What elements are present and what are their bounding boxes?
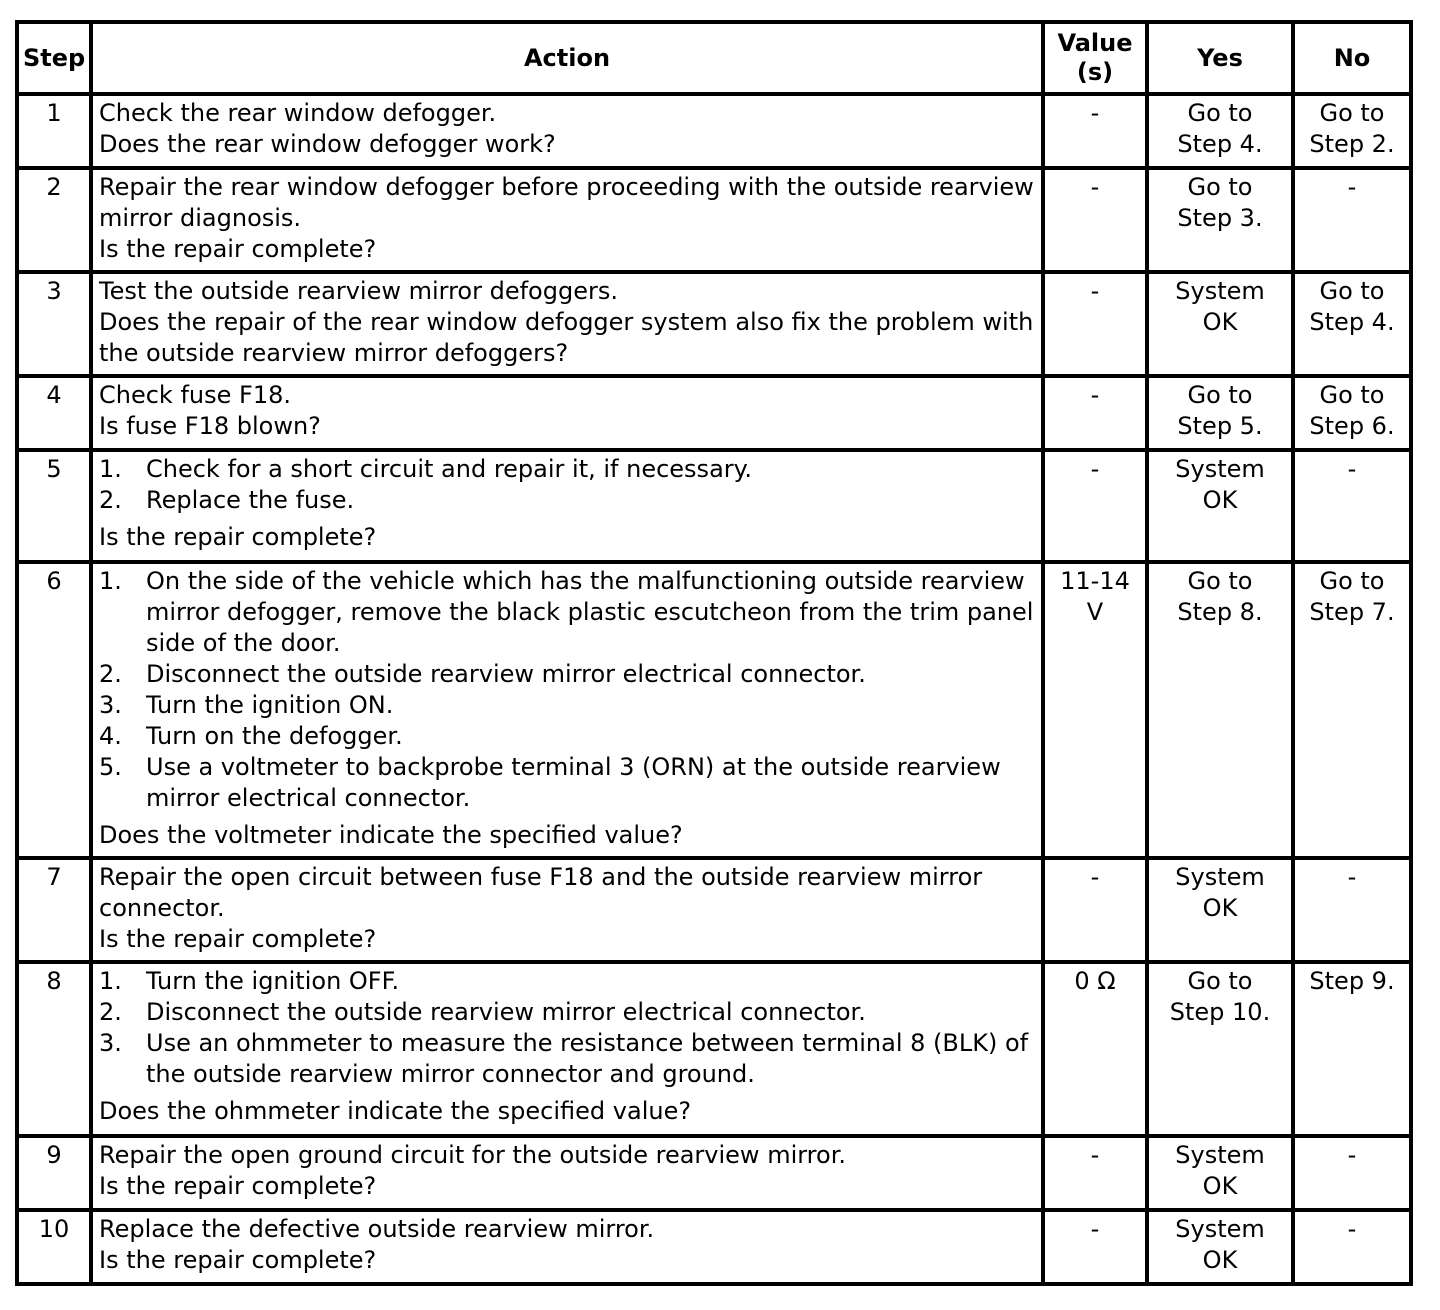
action-cell	[91, 1210, 1043, 1284]
header-action: Action	[91, 22, 1043, 94]
list-item-number: 3.	[99, 691, 122, 719]
action-cell	[91, 962, 1043, 1136]
list-item-number: 1.	[99, 455, 122, 483]
action-steps-list	[99, 966, 1035, 1090]
header-yes: Yes	[1147, 22, 1293, 94]
list-item-text: Turn the ignition OFF.	[146, 967, 400, 995]
list-item-number: 3.	[99, 1029, 122, 1057]
list-item-text: Check for a short circuit and repair it, if necessary.	[146, 455, 753, 483]
table-row	[17, 858, 1411, 962]
value-cell: 11-14 V	[1043, 562, 1147, 858]
list-item-text: Turn the ignition ON.	[146, 691, 394, 719]
value-cell: -	[1043, 450, 1147, 562]
action-line: Repair the rear window defogger before proceeding with the outside rearview mirror diagnosis.	[99, 173, 1034, 232]
yes-cell: Go to Step 4.	[1147, 94, 1293, 168]
value-cell: -	[1043, 94, 1147, 168]
action-cell	[91, 168, 1043, 272]
action-line: Repair the open ground circuit for the outside rearview mirror.	[99, 1141, 846, 1169]
action-line: Check fuse F18.	[99, 381, 291, 409]
yes-cell: Go to Step 5.	[1147, 376, 1293, 450]
action-line: Is the repair complete?	[99, 925, 377, 953]
list-item-number: 2.	[99, 486, 122, 514]
action-question: Is the repair complete?	[99, 523, 377, 551]
list-item-text: Turn on the defogger.	[146, 722, 403, 750]
action-line: Is fuse F18 blown?	[99, 412, 321, 440]
no-cell: Go to Step 4.	[1293, 272, 1411, 376]
table-row	[17, 562, 1411, 858]
step-number: 2	[17, 168, 91, 272]
table-row	[17, 94, 1411, 168]
list-item	[99, 1028, 1035, 1090]
action-steps-list	[99, 566, 1035, 814]
action-line: Does the repair of the rear window defogger system also fix the problem with the outside rearview mirror defoggers?	[99, 308, 1034, 367]
no-cell: -	[1293, 168, 1411, 272]
list-item-number: 1.	[99, 567, 122, 595]
action-question: Does the ohmmeter indicate the specified value?	[99, 1097, 692, 1125]
action-line: Repair the open circuit between fuse F18 and the outside rearview mirror connector.	[99, 863, 983, 922]
no-cell: Go to Step 6.	[1293, 376, 1411, 450]
action-question: Does the voltmeter indicate the specified value?	[99, 821, 683, 849]
step-number: 3	[17, 272, 91, 376]
yes-cell: Go to Step 3.	[1147, 168, 1293, 272]
table-row	[17, 1136, 1411, 1210]
action-cell	[91, 376, 1043, 450]
action-cell	[91, 1136, 1043, 1210]
action-cell	[91, 858, 1043, 962]
no-cell: Go to Step 2.	[1293, 94, 1411, 168]
list-item-number: 2.	[99, 660, 122, 688]
list-item-number: 4.	[99, 722, 122, 750]
table-row	[17, 1210, 1411, 1284]
table-row	[17, 450, 1411, 562]
action-cell	[91, 94, 1043, 168]
yes-cell: System OK	[1147, 1136, 1293, 1210]
list-item	[99, 454, 1035, 485]
action-line: Test the outside rearview mirror defoggers.	[99, 277, 618, 305]
action-cell	[91, 272, 1043, 376]
table-row	[17, 376, 1411, 450]
action-line: Replace the defective outside rearview mirror.	[99, 1215, 655, 1243]
table-body	[17, 94, 1411, 1284]
step-number: 10	[17, 1210, 91, 1284]
value-cell: -	[1043, 1210, 1147, 1284]
header-value: Value (s)	[1043, 22, 1147, 94]
list-item	[99, 966, 1035, 997]
step-number: 6	[17, 562, 91, 858]
header-no: No	[1293, 22, 1411, 94]
action-line: Is the repair complete?	[99, 1246, 377, 1274]
table-row	[17, 962, 1411, 1136]
yes-cell: System OK	[1147, 450, 1293, 562]
action-steps-list	[99, 454, 1035, 516]
step-number: 8	[17, 962, 91, 1136]
list-item	[99, 721, 1035, 752]
diagnostic-table	[15, 20, 1413, 1286]
action-line: Is the repair complete?	[99, 235, 377, 263]
header-step: Step	[17, 22, 91, 94]
yes-cell: System OK	[1147, 1210, 1293, 1284]
list-item-text: Use a voltmeter to backprobe terminal 3 (ORN) at the outside rearview mirror electrical connector.	[146, 753, 1001, 812]
list-item	[99, 997, 1035, 1028]
no-cell: -	[1293, 1136, 1411, 1210]
list-item-text: Disconnect the outside rearview mirror electrical connector.	[146, 660, 866, 688]
action-cell	[91, 450, 1043, 562]
yes-cell: Go to Step 8.	[1147, 562, 1293, 858]
value-cell: -	[1043, 376, 1147, 450]
no-cell: -	[1293, 1210, 1411, 1284]
action-cell	[91, 562, 1043, 858]
step-number: 7	[17, 858, 91, 962]
value-cell: -	[1043, 1136, 1147, 1210]
list-item-text: Use an ohmmeter to measure the resistance between terminal 8 (BLK) of the outside rearview mirror connector and ground.	[146, 1029, 1029, 1088]
list-item-number: 2.	[99, 998, 122, 1026]
list-item	[99, 485, 1035, 516]
list-item-number: 5.	[99, 753, 122, 781]
list-item	[99, 566, 1035, 659]
step-number: 9	[17, 1136, 91, 1210]
table-row	[17, 168, 1411, 272]
list-item	[99, 752, 1035, 814]
no-cell: Go to Step 7.	[1293, 562, 1411, 858]
list-item-number: 1.	[99, 967, 122, 995]
list-item	[99, 659, 1035, 690]
list-item-text: Disconnect the outside rearview mirror electrical connector.	[146, 998, 866, 1026]
step-number: 1	[17, 94, 91, 168]
list-item-text: Replace the fuse.	[146, 486, 355, 514]
list-item-text: On the side of the vehicle which has the malfunctioning outside rearview mirror defogger, remove the black plastic escutcheon from the trim panel side of the door.	[146, 567, 1034, 657]
yes-cell: Go to Step 10.	[1147, 962, 1293, 1136]
table-row	[17, 272, 1411, 376]
value-cell: -	[1043, 168, 1147, 272]
step-number: 4	[17, 376, 91, 450]
value-cell: 0 Ω	[1043, 962, 1147, 1136]
yes-cell: System OK	[1147, 858, 1293, 962]
step-number: 5	[17, 450, 91, 562]
action-line: Is the repair complete?	[99, 1172, 377, 1200]
action-line: Does the rear window defogger work?	[99, 130, 556, 158]
no-cell: -	[1293, 450, 1411, 562]
action-line: Check the rear window defogger.	[99, 99, 497, 127]
header-row	[17, 22, 1411, 94]
value-cell: -	[1043, 272, 1147, 376]
yes-cell: System OK	[1147, 272, 1293, 376]
list-item	[99, 690, 1035, 721]
no-cell: -	[1293, 858, 1411, 962]
no-cell: Step 9.	[1293, 962, 1411, 1136]
value-cell: -	[1043, 858, 1147, 962]
